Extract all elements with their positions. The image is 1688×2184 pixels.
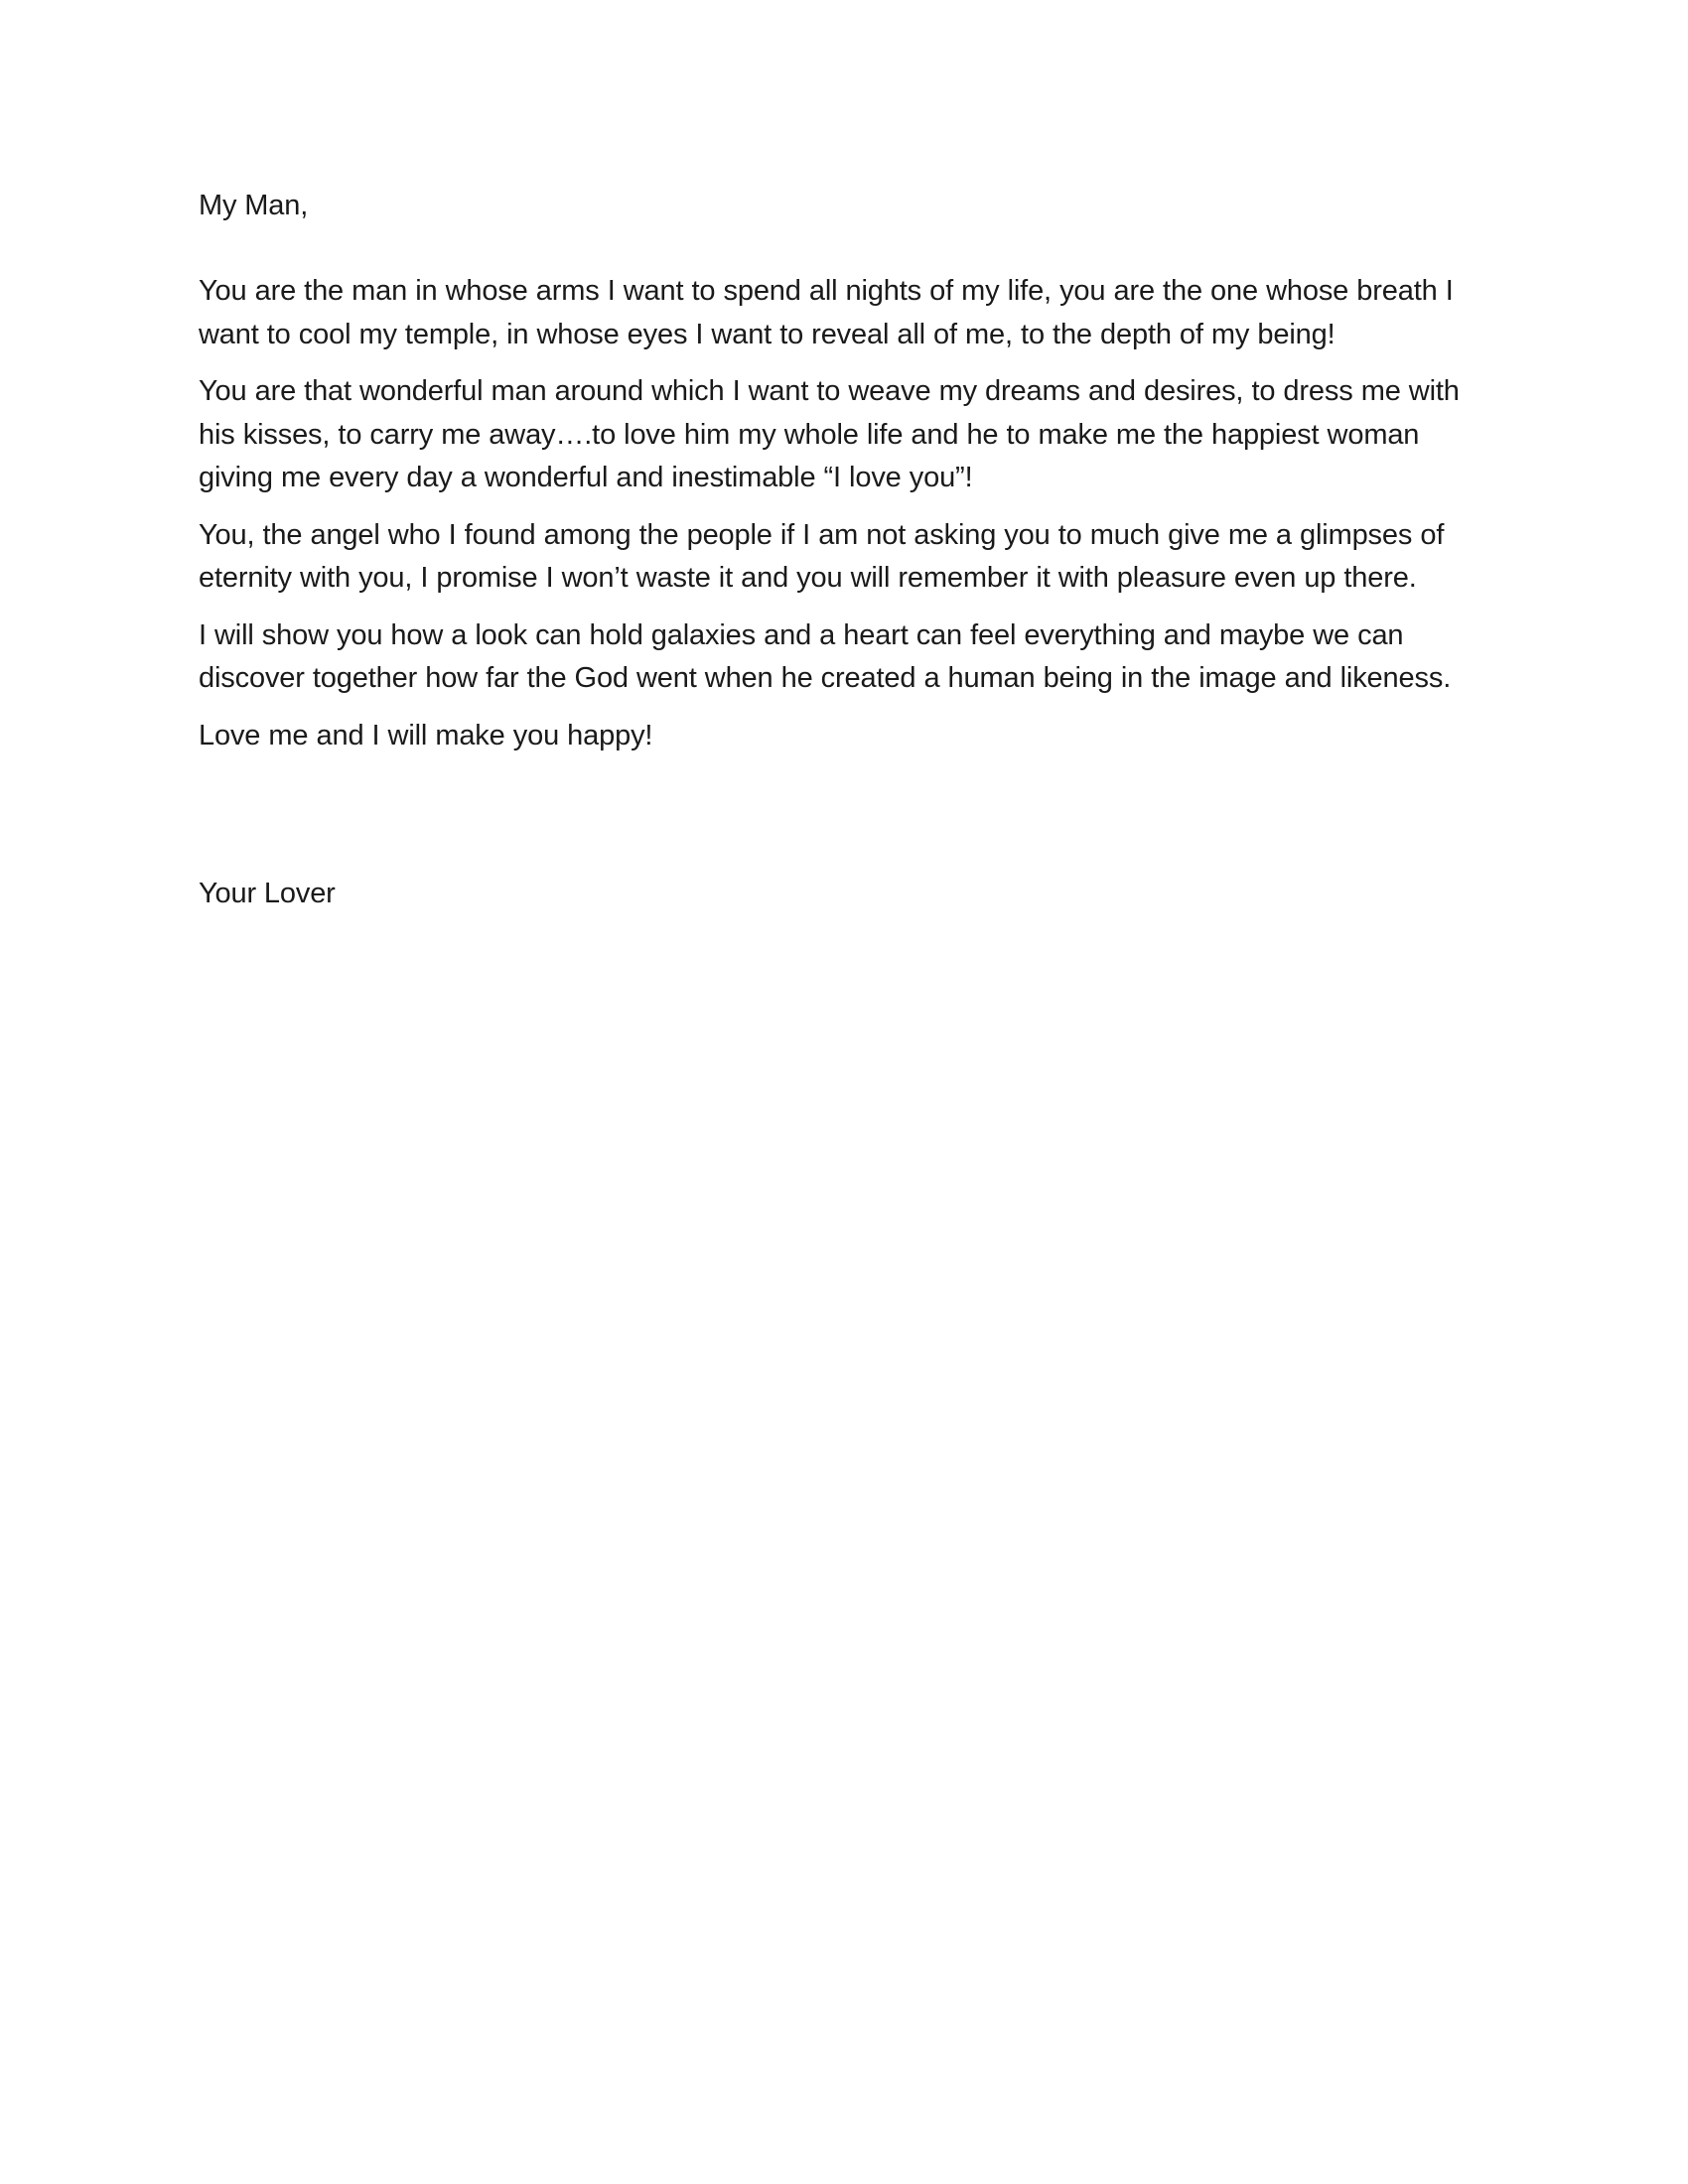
paragraph-2: You are that wonderful man around which I want to weave my dreams and desires, to dress me with his kisses, to carry me away….to love him my whole life and he to make me the happiest woman giving me every day a wonderful and inestimable “I love you”! <box>199 375 1460 493</box>
document-body <box>199 185 1481 915</box>
paragraph-1: You are the man in whose arms I want to spend all nights of my life, you are the one whose breath I want to cool my temple, in whose eyes I want to reveal all of me, to the depth of my being! <box>199 275 1454 350</box>
closing-spacer-1 <box>199 771 1481 814</box>
closing-spacer-2 <box>199 814 1481 857</box>
paragraph-4: I will show you how a look can hold galaxies and a heart can feel everything and maybe we can discover together how far the God went when he created a human being in the image and likeness. <box>199 618 1452 694</box>
signature: Your Lover <box>199 878 336 909</box>
salutation-spacer <box>199 227 1481 270</box>
closing-spacer-3 <box>199 857 1481 873</box>
paragraph-5: Love me and I will make you happy! <box>199 719 653 751</box>
salutation: My Man, <box>199 190 309 221</box>
paragraph-3: You, the angel who I found among the people if I am not asking you to much give me a glimpses of eternity with you, I promise I won’t waste it and you will remember it with pleasure even up there. <box>199 518 1445 594</box>
